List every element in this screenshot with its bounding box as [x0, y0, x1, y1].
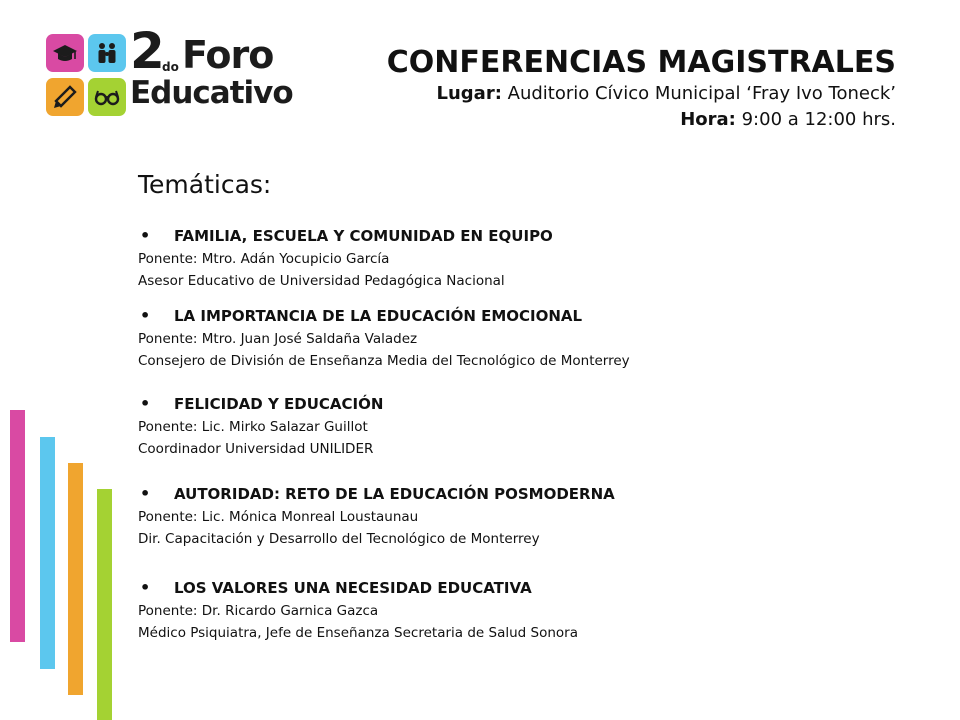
header-block [387, 46, 896, 133]
logo-word-educativo: Educativo [130, 75, 293, 111]
topic-title-text: FELICIDAD Y EDUCACIÓN [174, 395, 384, 413]
topic-title [138, 224, 938, 248]
topic-speaker: Ponente: Dr. Ricardo Garnica Gazca [138, 603, 379, 619]
topic-item [138, 304, 938, 372]
topic-role: Médico Psiquiatra, Jefe de Enseñanza Secretaria de Salud Sonora [138, 625, 578, 641]
topic-title-text: AUTORIDAD: RETO DE LA EDUCACIÓN POSMODERNA [174, 485, 615, 503]
topic-role: Coordinador Universidad UNILIDER [138, 441, 374, 457]
topic-speaker: Ponente: Mtro. Adán Yocupicio García [138, 251, 390, 267]
topic-item [138, 224, 938, 292]
topics-list [138, 224, 938, 644]
topic-item [138, 392, 938, 460]
topic-title-text: LA IMPORTANCIA DE LA EDUCACIÓN EMOCIONAL [174, 307, 583, 325]
topic-speaker: Ponente: Lic. Mirko Salazar Guillot [138, 419, 368, 435]
decorative-bars [0, 0, 130, 720]
decor-bar-green [97, 489, 112, 720]
venue-label: Lugar: [436, 82, 502, 104]
time-label: Hora: [680, 108, 736, 130]
topic-title-text: LOS VALORES UNA NECESIDAD EDUCATIVA [174, 579, 532, 597]
logo-number: 2 [130, 22, 165, 80]
logo-word-foro: Foro [182, 33, 274, 77]
topic-role: Consejero de División de Enseñanza Media del Tecnológico de Monterrey [138, 353, 630, 369]
topic-title [138, 482, 938, 506]
topic-item [138, 576, 938, 644]
topic-title [138, 392, 938, 416]
topic-title [138, 576, 938, 600]
bullet-icon: • [140, 226, 151, 245]
decor-bar-orange [68, 463, 83, 695]
decor-bar-blue [40, 437, 55, 669]
topic-role: Asesor Educativo de Universidad Pedagógica Nacional [138, 273, 505, 289]
venue-line [387, 81, 896, 107]
time-value: 9:00 a 12:00 hrs. [735, 108, 896, 130]
topic-speaker: Ponente: Mtro. Juan José Saldaña Valadez [138, 331, 418, 347]
topic-title [138, 304, 938, 328]
themes-heading: Temáticas: [138, 170, 272, 199]
venue-value: Auditorio Cívico Municipal ‘Fray Ivo Toneck’ [501, 82, 896, 104]
bullet-icon: • [140, 484, 151, 503]
topic-title-text: FAMILIA, ESCUELA Y COMUNIDAD EN EQUIPO [174, 227, 553, 245]
topic-item [138, 482, 938, 550]
bullet-icon: • [140, 306, 151, 325]
time-line [387, 107, 896, 133]
bullet-icon: • [140, 394, 151, 413]
bullet-icon: • [140, 578, 151, 597]
decor-bar-pink [10, 410, 25, 642]
topic-role: Dir. Capacitación y Desarrollo del Tecnológico de Monterrey [138, 531, 540, 547]
topic-speaker: Ponente: Lic. Mónica Monreal Loustaunau [138, 509, 419, 525]
logo-ordinal: do [162, 60, 179, 74]
page-title: CONFERENCIAS MAGISTRALES [386, 45, 896, 80]
